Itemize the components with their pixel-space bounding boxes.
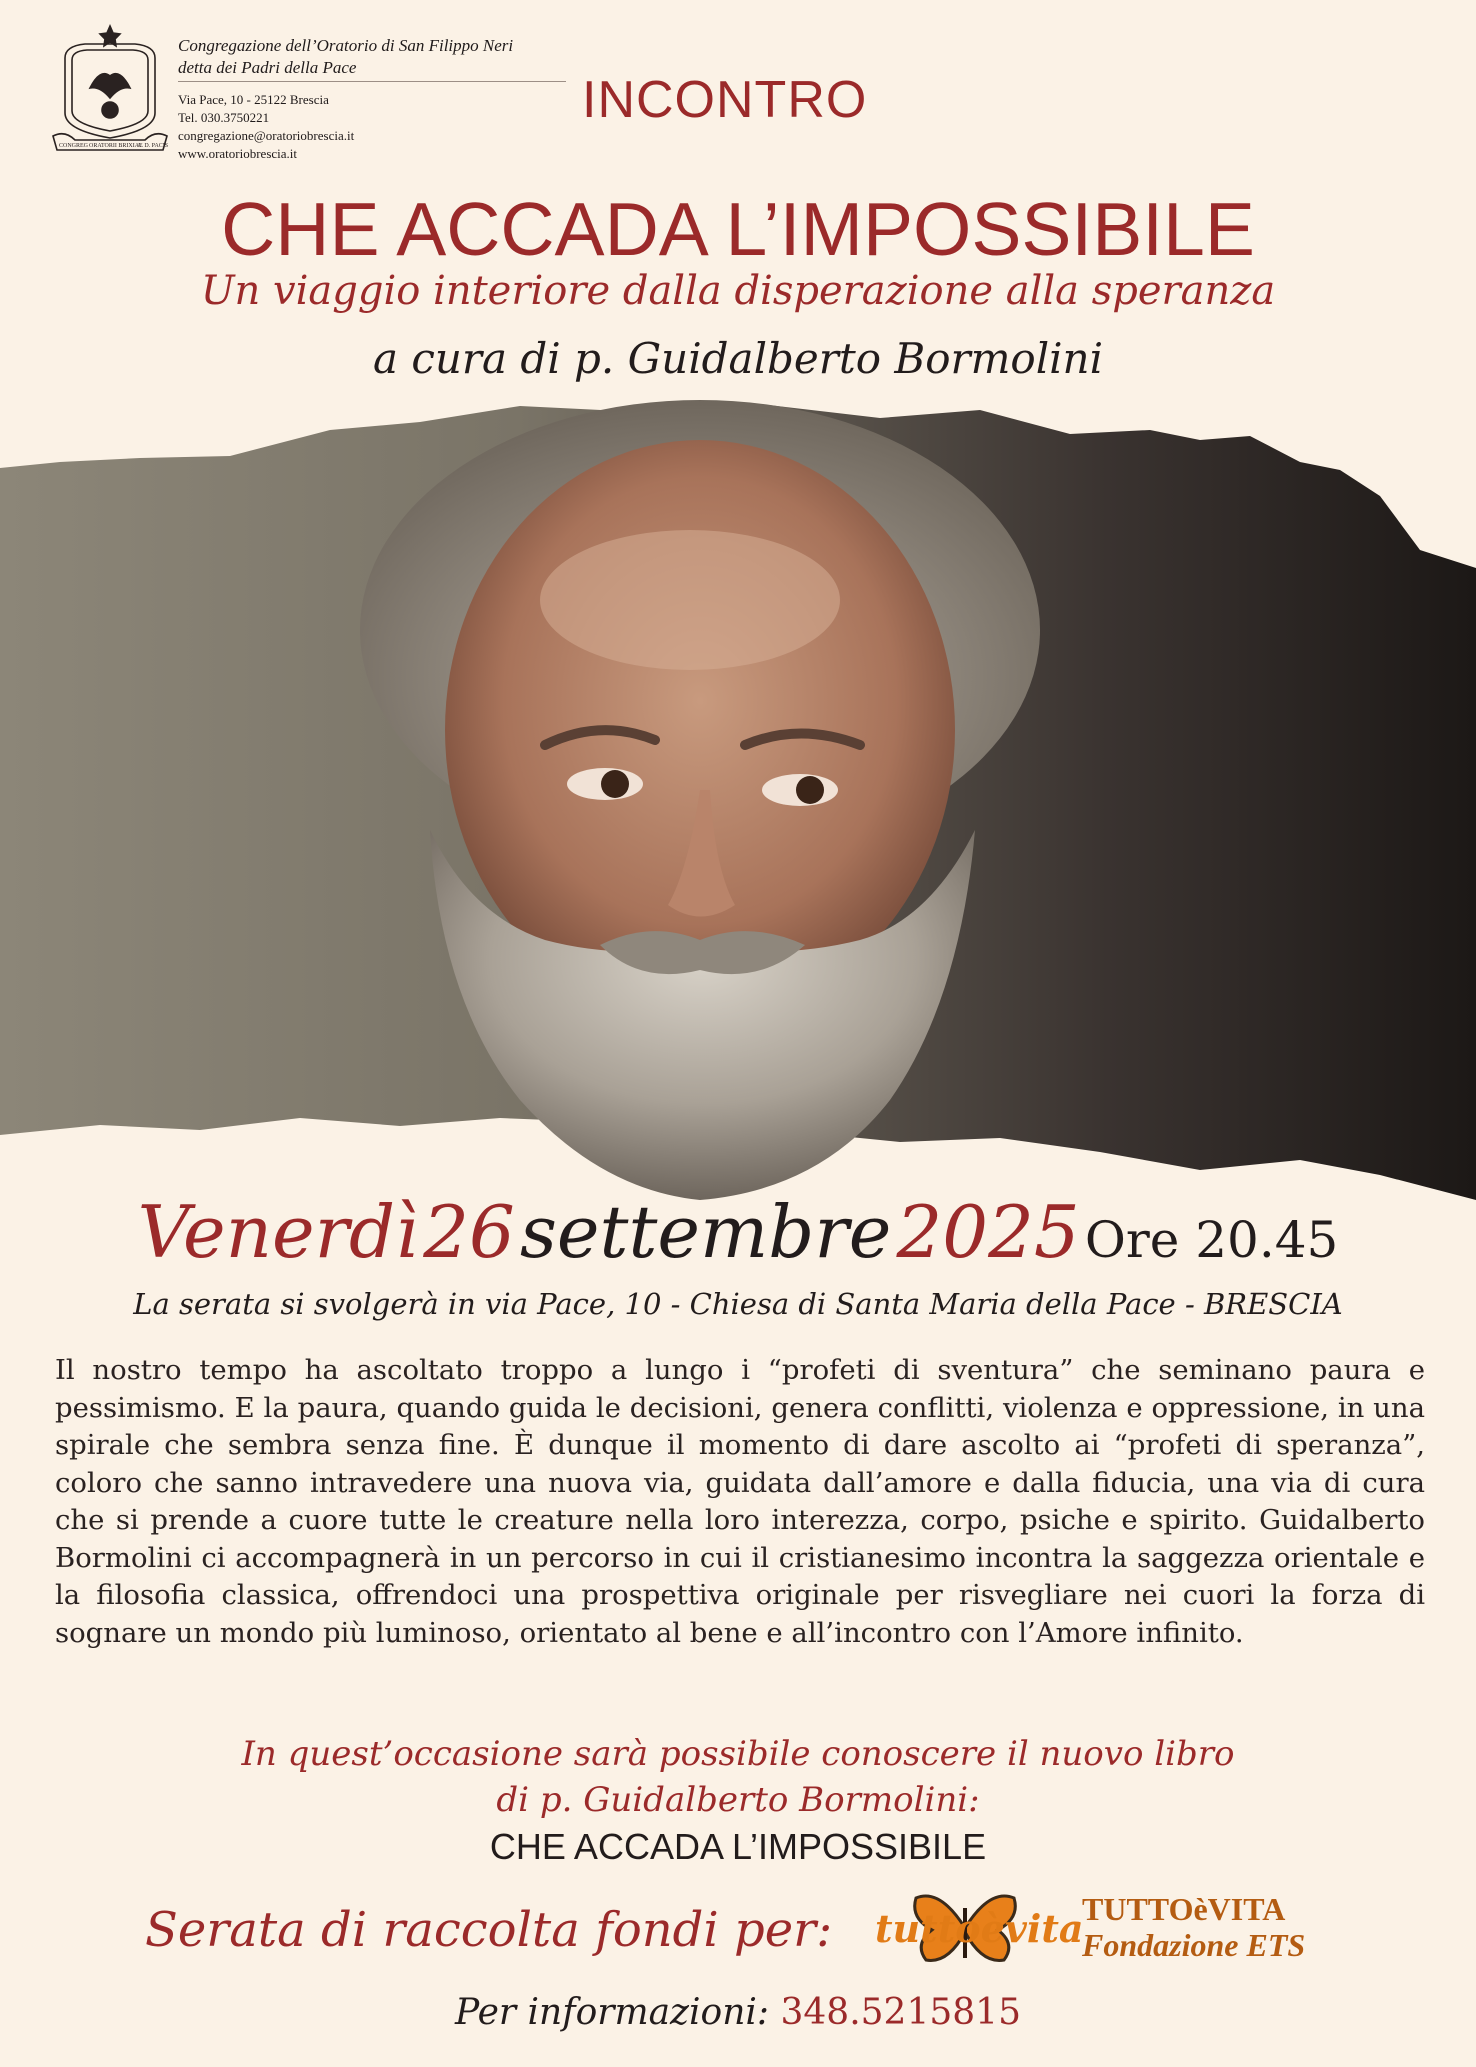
org-email: congregazione@oratoriobrescia.it xyxy=(178,128,355,143)
org-name-line1: Congregazione dell’Oratorio di San Filippo Neri xyxy=(178,36,514,55)
book-announcement-line2: di p. Guidalberto Bormolini: xyxy=(496,1780,980,1820)
event-year: 2025 xyxy=(896,1190,1080,1274)
contact-info xyxy=(0,1992,1476,2033)
book-title: CHE ACCADA L’IMPOSSIBILE xyxy=(489,1826,987,1867)
event-day-number: 26 xyxy=(423,1190,515,1274)
book-announcement-line1: In quest’occasione sarà possibile conoscere il nuovo libro xyxy=(241,1734,1235,1774)
event-title: CHE ACCADA L’IMPOSSIBILE xyxy=(221,187,1255,271)
tuttoevita-logo-text: tuttoèvita xyxy=(875,1906,1084,1951)
crest-text-mid: ORATORII BRIXIAE xyxy=(89,143,143,149)
crest-text-left: CONGREG xyxy=(59,143,89,149)
event-venue: La serata si svolgerà in via Pace, 10 - Chiesa di Santa Maria della Pace - BRESCIA xyxy=(133,1287,1343,1321)
crest-text-right: A. D. PACIS xyxy=(137,143,169,149)
event-subtitle: Un viaggio interiore dalla disperazione alla speranza xyxy=(200,268,1276,314)
header-divider xyxy=(178,81,566,82)
org-name-line2: detta dei Padri della Pace xyxy=(178,58,357,77)
event-date xyxy=(0,1190,1476,1274)
contact-phone: 348.5215815 xyxy=(780,1992,1021,2033)
foundation-type: Fondazione ETS xyxy=(1082,1927,1306,1963)
event-description: Il nostro tempo ha ascoltato troppo a lungo i “profeti di sventura” che seminano paura e pessimismo. E la paura, quando guida le decisioni, genera conflitti, violenza e oppressione, in una spirale che sembra senza fine. È dunque il momento di dare ascolto ai “profeti di speranza”, coloro che sanno intravedere una nuova via, guidata dall’amore e dalla fiducia, una via di cura che si prende a cuore tutte le creature nella loro interezza, corpo, psiche e spirito. Guidalberto Bormolini ci accompagnerà in un percorso in cui il cristianesimo incontra la saggezza orientale e la filosofia classica, offrendoci una prospettiva originale per risvegliare nei cuori la forza di sognare un mondo più luminoso, orientato al bene e all’incontro con l’Amore infinito. xyxy=(55,1354,1425,1649)
org-phone: Tel. 030.3750221 xyxy=(178,110,270,125)
org-address: Via Pace, 10 - 25122 Brescia xyxy=(178,92,329,107)
contact-label: Per informazioni: xyxy=(454,1992,770,2033)
foundation-name: TUTTOèVITA xyxy=(1082,1891,1286,1927)
event-curator: a cura di p. Guidalberto Bormolini xyxy=(372,334,1104,383)
congregation-crest-logo xyxy=(45,18,175,158)
event-time: Ore 20.45 xyxy=(1084,1211,1339,1269)
org-website: www.oratoriobrescia.it xyxy=(178,146,298,161)
event-day-name: Venerdì xyxy=(137,1190,419,1274)
event-kind: INCONTRO xyxy=(582,71,868,129)
speaker-photo xyxy=(0,400,1476,1200)
fundraising-label: Serata di raccolta fondi per: xyxy=(145,1902,833,1958)
event-month: settembre xyxy=(519,1190,892,1274)
